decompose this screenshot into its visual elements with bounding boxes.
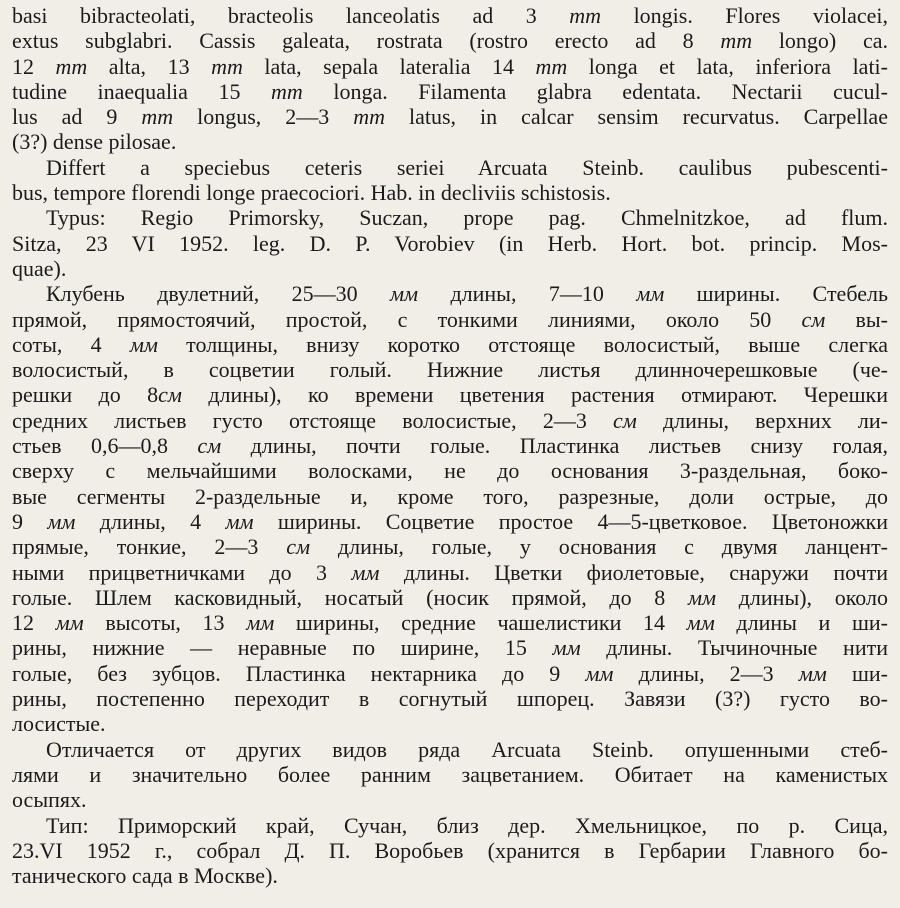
text-line: Тип: Приморский край, Сучан, близ дер. Хмельницкое, по р. Сица, (46, 812, 888, 838)
text-line: 12 mm alta, 13 mm lata, sepala lateralia 14 mm longa et lata, inferiora lati- (12, 53, 888, 79)
text-line: вые сегменты 2-раздельные и, кроме того, разрезные, доли острые, до (12, 483, 888, 509)
text-line: прямые, тонкие, 2—3 см длины, голые, у основания с двумя ланцент- (12, 534, 889, 560)
text-line: осыпях. (12, 787, 87, 813)
text-line: basi bibracteolati, bracteolis lanceolatis ad 3 mm longis. Flores violacei, (12, 3, 888, 28)
text-line: голые, без зубцов. Пластинка нектарника до 9 мм длины, 2—3 мм ши- (12, 660, 888, 686)
unit-abbrev: mm (569, 3, 602, 28)
unit-abbrev: mm (720, 28, 753, 54)
paragraph (12, 281, 888, 736)
unit-abbrev: мм (636, 281, 665, 307)
paragraph (12, 813, 888, 889)
text-line: средних листьев густо отстояще волосистые, 2—3 см длины, верхних ли- (12, 407, 888, 433)
unit-abbrev: mm (271, 78, 303, 104)
paragraph (12, 155, 888, 206)
paragraph (12, 737, 888, 813)
unit-abbrev: мм (47, 508, 76, 534)
unit-abbrev: mm (141, 104, 174, 130)
text-line: (3?) dense pilosae. (12, 129, 177, 155)
text-line: прямой, прямостоячий, простой, с тонкими линиями, около 50 см вы- (12, 306, 888, 332)
unit-abbrev: mm (55, 53, 88, 79)
unit-abbrev: мм (585, 660, 614, 686)
unit-abbrev: мм (798, 660, 827, 686)
text-line: ными прицветничками до 3 мм длины. Цветки фиолетовые, снаружи почти (12, 559, 888, 585)
unit-abbrev: см (801, 306, 826, 332)
unit-abbrev: см (197, 433, 222, 459)
text-line: 23.VI 1952 г., собрал Д. П. Воробьев (хранится в Гербарии Главного бо- (12, 837, 888, 863)
text-line: Отличается от других видов ряда Arcuata Steinb. опушенными стеб- (46, 736, 888, 762)
text-line: extus subglabri. Cassis galeata, rostrata (rostro erecto ad 8 mm longo) ca. (12, 28, 888, 54)
text-line: Typus: Regio Primorsky, Suczan, prope pag. Chmelnitzkoe, ad flum. (46, 205, 888, 231)
unit-abbrev: см (286, 534, 311, 560)
text-line: Клубень двулетний, 25—30 мм длины, 7—10 мм ширины. Стебель (46, 281, 888, 307)
text-line: стьев 0,6—0,8 см длины, почти голые. Пластинка листьев снизу голая, (12, 433, 888, 459)
unit-abbrev: мм (246, 610, 275, 636)
text-line: сверху с мельчайшими волосками, не до основания 3-раздельная, боко- (12, 458, 888, 484)
document-page (12, 3, 888, 888)
unit-abbrev: см (158, 382, 182, 408)
text-line: lus ad 9 mm longus, 2—3 mm latus, in calcar sensim recurvatus. Carpellae (12, 104, 888, 130)
paragraph (12, 205, 888, 281)
unit-abbrev: mm (211, 53, 243, 79)
unit-abbrev: мм (225, 508, 254, 534)
text-line: quae). (12, 255, 67, 281)
unit-abbrev: мм (687, 584, 717, 610)
text-line: лями и значительно более ранним зацветанием. Обитает на каменистых (12, 761, 888, 787)
text-line: волосистый, в соцветии голый. Нижние листья длинночерешковые (че- (12, 357, 888, 383)
unit-abbrev: mm (535, 53, 568, 79)
unit-abbrev: мм (129, 331, 158, 357)
text-line: Differt a speciebus ceteris seriei Arcuata Steinb. caulibus pubescenti- (46, 154, 888, 180)
text-line: рины, постепенно переходит в согнутый шпорец. Завязи (3?) густо во- (12, 686, 888, 712)
text-line: tudine inaequalia 15 mm longa. Filamenta glabra edentata. Nectarii cucul- (12, 78, 888, 104)
unit-abbrev: см (613, 407, 637, 433)
text-line: bus, tempore florendi longe praecociori. Hab. in decliviis schistosis. (12, 180, 611, 206)
unit-abbrev: мм (552, 635, 581, 661)
unit-abbrev: мм (686, 610, 715, 636)
text-line: рины, нижние — неравные по ширине, 15 мм длины. Тычиночные нити (12, 635, 888, 661)
text-line: 9 мм длины, 4 мм ширины. Соцветие простое 4—5-цветковое. Цветоножки (12, 508, 889, 534)
unit-abbrev: мм (389, 281, 419, 307)
text-line: Sitza, 23 VI 1952. leg. D. P. Vorobiev (in Herb. Hort. bot. princip. Mos- (12, 230, 888, 256)
text-line: танического сада в Москве). (12, 863, 278, 889)
text-line: решки до 8см длины), ко времени цветения растения отмирают. Черешки (12, 382, 888, 408)
unit-abbrev: mm (353, 104, 385, 130)
text-line: 12 мм высоты, 13 мм ширины, средние чашелистики 14 мм длины и ши- (12, 610, 888, 636)
text-line: лосистые. (12, 711, 106, 737)
unit-abbrev: мм (351, 559, 380, 585)
text-line: соты, 4 мм толщины, внизу коротко отстояще волосистый, выше слегка (12, 331, 889, 357)
unit-abbrev: мм (55, 610, 84, 636)
paragraph (12, 3, 888, 155)
text-line: голые. Шлем касковидный, носатый (носик прямой, до 8 мм длины), около (12, 584, 888, 610)
